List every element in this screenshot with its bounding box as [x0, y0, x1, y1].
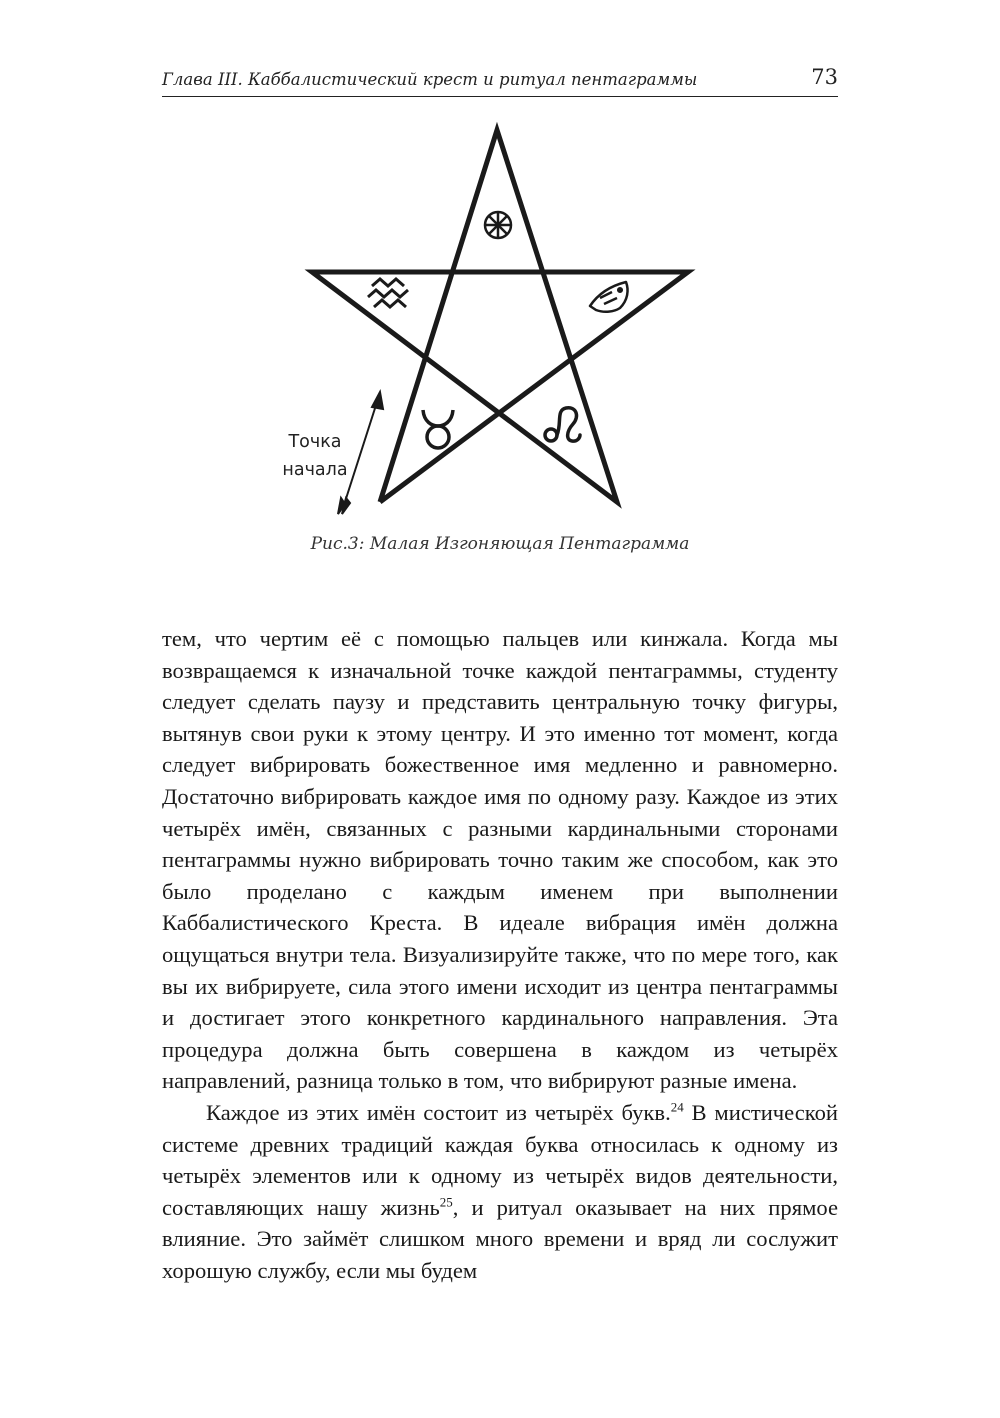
body-text: [162, 623, 838, 1286]
wheel-symbol: [485, 212, 511, 238]
pentagram-figure: [0, 110, 1000, 580]
start-point-label: [270, 428, 360, 484]
footnote-ref-25[interactable]: 25: [439, 1194, 453, 1210]
leo-symbol: [545, 408, 580, 441]
taurus-symbol: [423, 410, 453, 448]
running-header: [162, 64, 838, 97]
paragraph-2-part-c: , и ритуал оказывает на них прямое влияние. Это займёт слишком много времени и вряд ли сослужит хорошую службу, если мы будем: [162, 1194, 838, 1283]
page-number: 73: [811, 65, 838, 89]
paragraph-2: [162, 1097, 838, 1287]
eagle-symbol: [590, 282, 628, 312]
footnote-ref-24[interactable]: 24: [670, 1099, 684, 1115]
paragraph-1: тем, что чертим её с помощью пальцев или кинжала. Когда мы возвращаемся к изначальной точке каждой пентаграммы, студенту следует сделать паузу и представить центральную точку фигуры, вытянув свои руки к этому центру. И это именно тот момент, когда следует вибрировать божественное имя медленно и равномерно. Достаточно вибрировать каждое имя по одному разу. Каждое из этих четырёх имён, связанных с разными кардинальными сторонами пентаграммы нужно вибрировать точно таким же способом, как это было проделано с каждым именем при выполнении Каббалистического Креста. В идеале вибрация имён должна ощущаться внутри тела. Визуализируйте также, что по мере того, как вы их вибрируете, сила этого имени исходит из центра пентаграммы и достигает этого конкретного кардинального направления. Эта процедура должна быть совершена в каждом из четырёх направлений, разница только в том, что вибрируют разные имена.: [162, 626, 838, 1094]
pentagram-diagram: [0, 110, 1000, 530]
paragraph-2-part-b: В мистической системе древних традиций каждая буква относилась к одному из четырёх элементов или к одному из четырёх видов деятельности, составляющих нашу жизнь: [162, 1099, 839, 1220]
start-label-line1: Точка: [288, 432, 342, 452]
figure-caption: Рис.3: Малая Изгоняющая Пентаграмма: [310, 534, 690, 554]
running-title: Глава III. Каббалистический крест и ритуал пентаграммы: [162, 70, 698, 89]
aquarius-symbol: [368, 279, 408, 307]
pentagram-stroke-outline: [312, 130, 688, 502]
paragraph-2-part-a: Каждое из этих имён состоит из четырёх букв.: [206, 1099, 671, 1125]
start-label-line2: начала: [282, 460, 348, 480]
